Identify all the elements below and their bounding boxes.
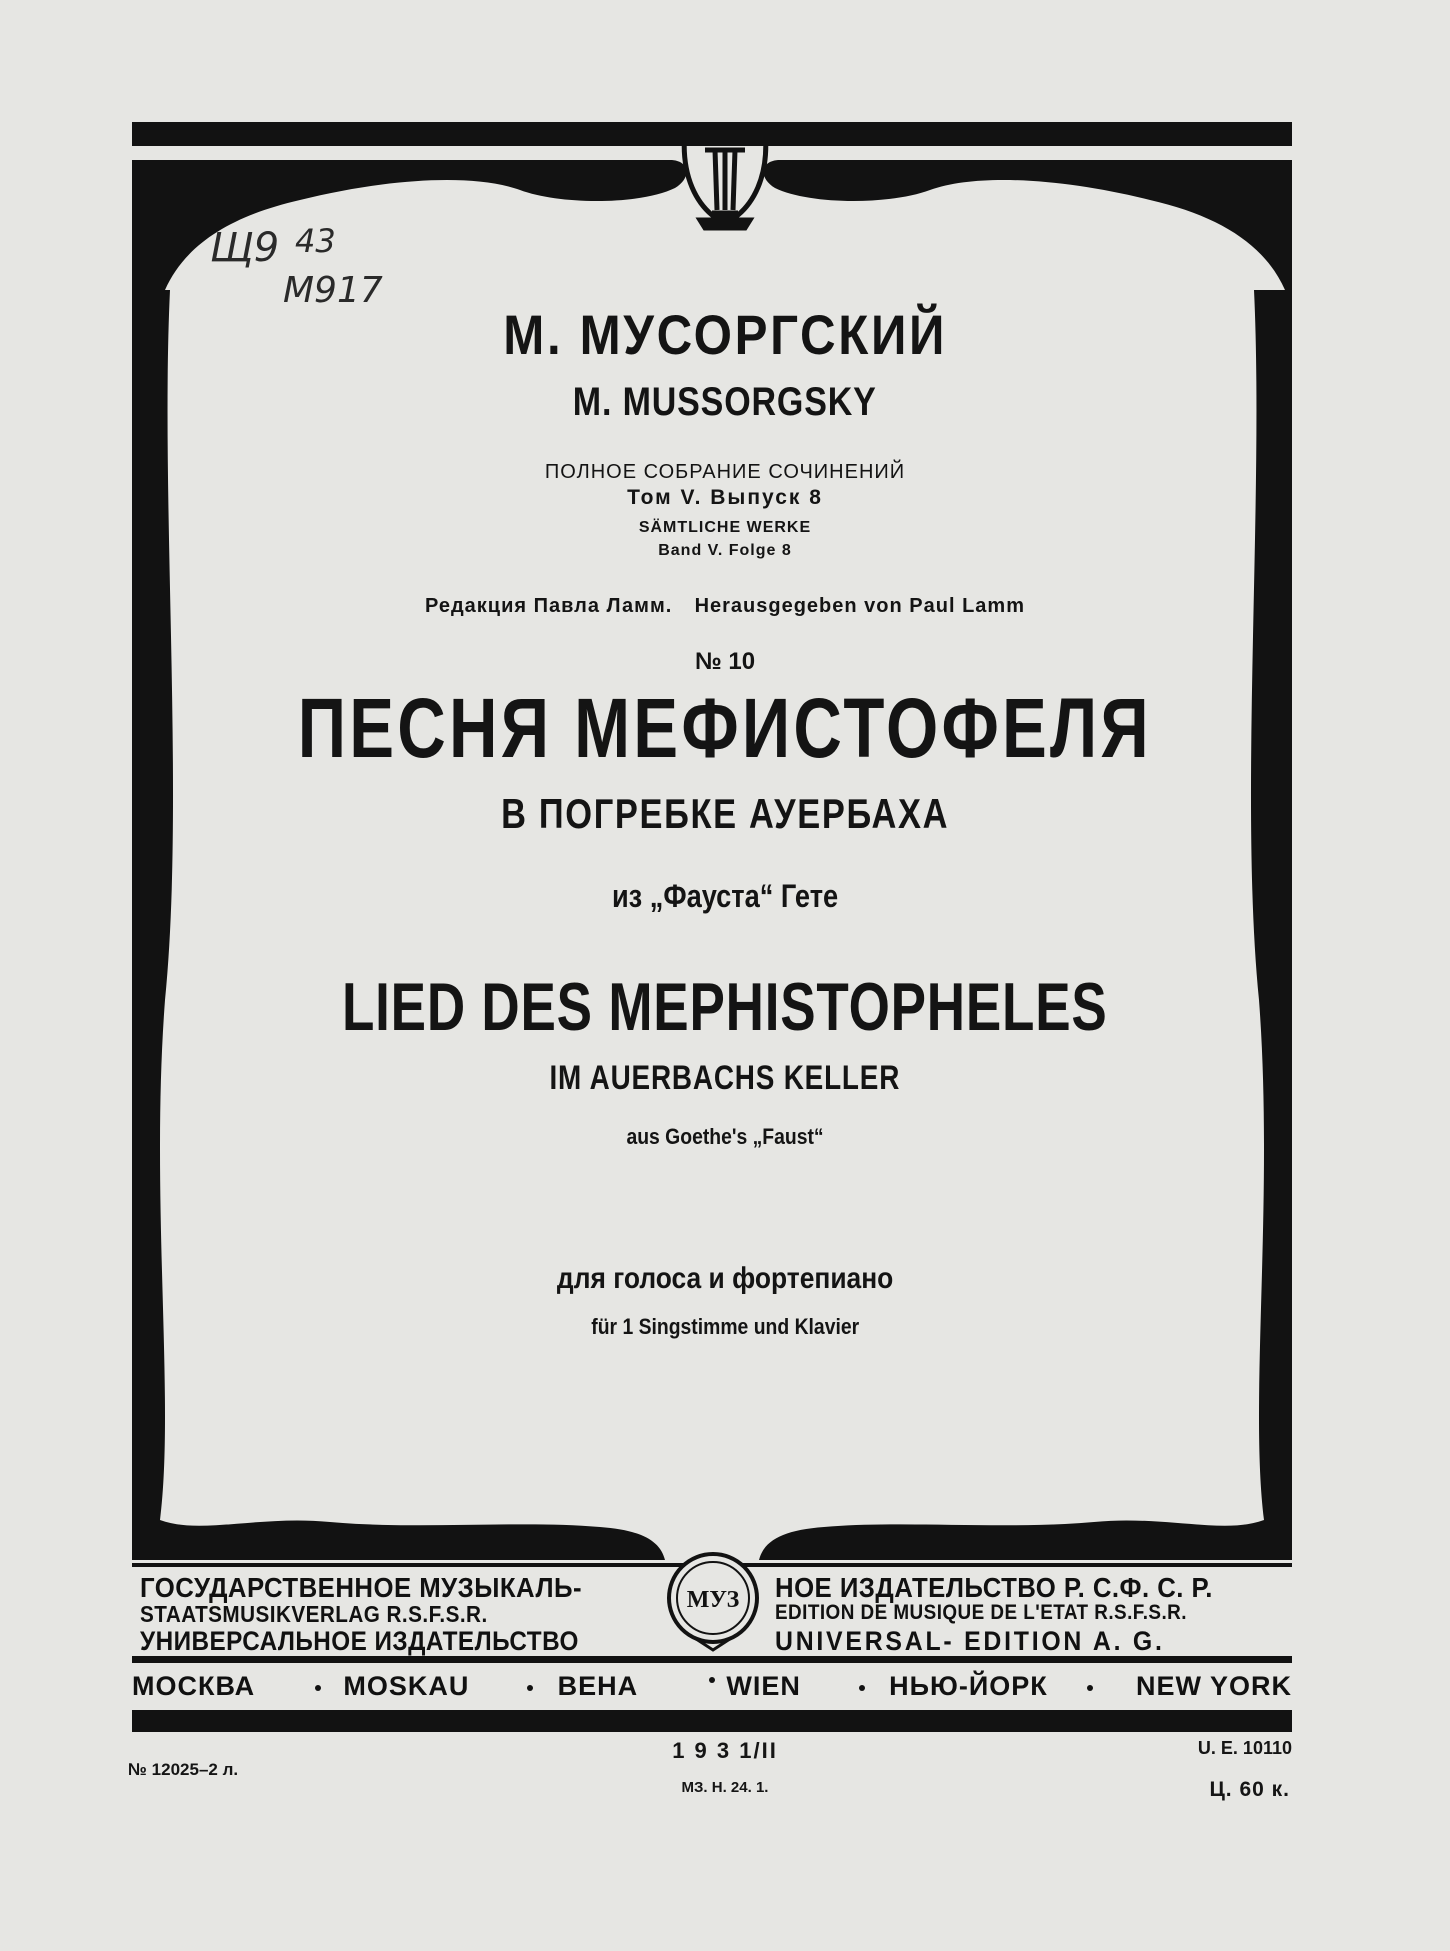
frame-bottom-bar xyxy=(132,1710,1292,1732)
work-title-de: LIED DES MEPHISTOPHELES xyxy=(342,969,1108,1045)
city-vienna-de: WIEN xyxy=(726,1670,801,1701)
publisher-right-line-2: EDITION DE MUSIQUE DE L'ETAT R.S.F.S.R. xyxy=(775,1601,1187,1624)
handwritten-shelf-code-top: Щ9 xyxy=(210,225,280,271)
city-moscow-ru: МОСКВА xyxy=(132,1670,256,1701)
cities-row xyxy=(132,1664,1292,1708)
publisher-logo-text: МУЗ xyxy=(686,1587,740,1613)
composer-name-ru: М. МУСОРГСКИЙ xyxy=(503,303,947,366)
publisher-left-line-3: УНИВЕРСАЛЬНОЕ ИЗДАТЕЛЬСТВО xyxy=(140,1626,579,1656)
editor-line xyxy=(0,595,1450,618)
instrumentation-ru: для голоса и фортепиано xyxy=(556,1262,894,1295)
frame-bottom-drape-left xyxy=(132,1520,665,1560)
instrumentation-de: für 1 Singstimme und Klavier xyxy=(591,1314,859,1339)
collection-title-ru: ПОЛНОЕ СОБРАНИЕ СОЧИНЕНИЙ xyxy=(544,461,906,483)
publisher-right-line-3: UNIVERSAL- EDITION A. G. xyxy=(775,1626,1165,1656)
publisher-bottom-rule xyxy=(132,1656,1292,1663)
handwritten-shelf-number: 43 xyxy=(295,222,336,260)
work-subtitle-de: IM AUERBACHS KELLER xyxy=(549,1059,901,1097)
composer-name-en: M. MUSSORGSKY xyxy=(573,380,877,424)
frame-top-drape-right xyxy=(764,160,1292,290)
collection-volume-ru: Том V. Выпуск 8 xyxy=(627,486,823,509)
footer-ue-number: U. E. 10110 xyxy=(1197,1738,1292,1758)
footer-year: 1 9 3 1/II xyxy=(672,1738,778,1763)
city-vienna-ru: ВЕНА xyxy=(557,1670,639,1701)
publisher-left-line-2: STAATSMUSIKVERLAG R.S.F.S.R. xyxy=(140,1601,488,1627)
publisher-right-line-1: НОЕ ИЗДАТЕЛЬСТВО Р. С.Ф. С. Р. xyxy=(775,1572,1213,1603)
city-moscow-de: MOSKAU xyxy=(343,1670,470,1701)
frame-bottom-drape-right xyxy=(759,1520,1292,1560)
footer-price: Ц. 60 к. xyxy=(1209,1778,1290,1801)
handwritten-shelf-code-bottom: M917 xyxy=(283,270,383,311)
work-title-ru: ПЕСНЯ МЕФИСТОФЕЛЯ xyxy=(297,681,1153,775)
collection-title-de: SÄMTLICHE WERKE xyxy=(638,519,812,536)
collection-volume-de: Band V. Folge 8 xyxy=(658,542,792,559)
editor-de: Herausgegeben von Paul Lamm xyxy=(694,595,1025,617)
composer-name-en-wrap xyxy=(0,380,1450,425)
work-number: № 10 xyxy=(694,648,756,675)
footer-print-code: МЗ. Н. 24. 1. xyxy=(681,1779,769,1796)
city-newyork-ru: НЬЮ-ЙОРК xyxy=(889,1670,1048,1701)
frame-top-bar xyxy=(132,122,1292,146)
work-subtitle-ru: В ПОГРЕБКЕ АУЕРБАХА xyxy=(500,790,949,837)
editor-ru: Редакция Павла Ламм. xyxy=(425,595,673,617)
work-source-de: aus Goethe's „Faust“ xyxy=(626,1124,824,1149)
city-newyork-en: NEW YORK xyxy=(1135,1670,1292,1701)
composer-name-ru-wrap xyxy=(0,302,1450,367)
publisher-left-line-1: ГОСУДАРСТВЕННОЕ МУЗЫКАЛЬ- xyxy=(140,1572,582,1603)
footer-catalog-left: № 12025–2 л. xyxy=(128,1760,239,1779)
work-source-ru: из „Фауста“ Гете xyxy=(611,878,839,914)
